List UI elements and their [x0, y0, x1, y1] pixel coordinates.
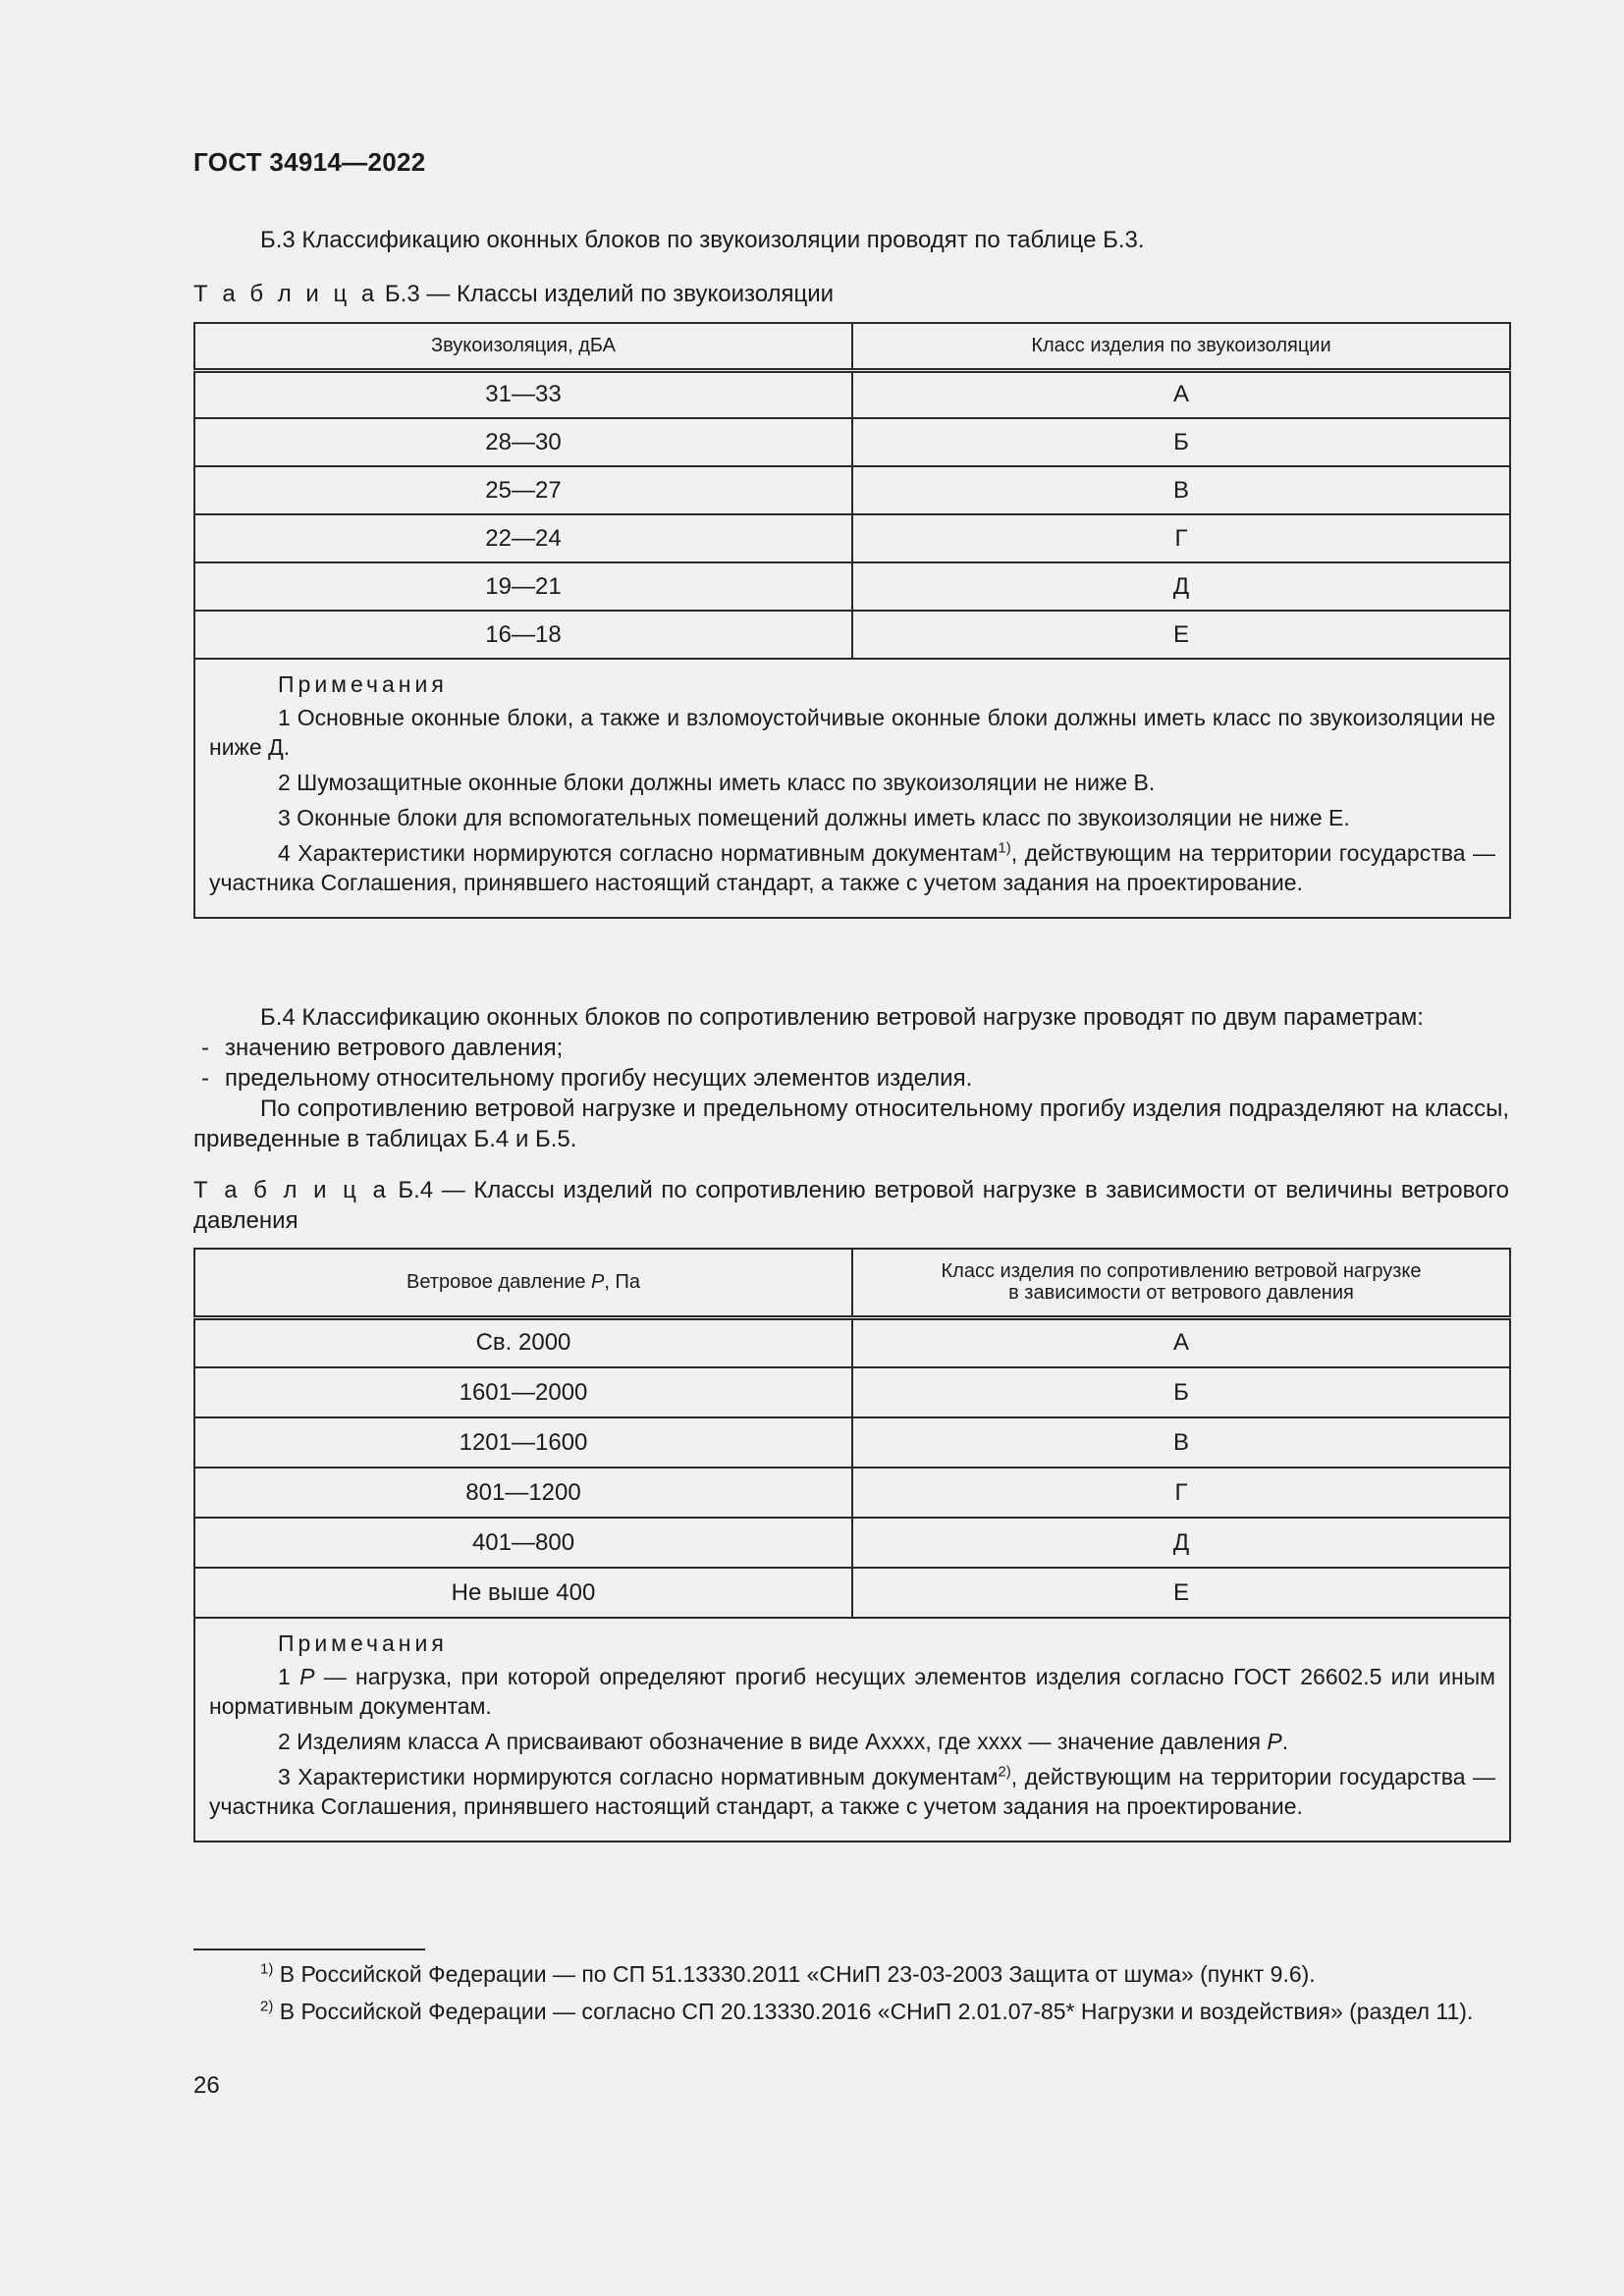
- table-cell: 401—800: [194, 1518, 852, 1568]
- document-id: ГОСТ 34914—2022: [193, 147, 426, 177]
- note-1: 1 P — нагрузка, при которой определяют прогиб несущих элементов изделия согласно ГОСТ 26602.5 или иным нормативным документам.: [209, 1664, 1495, 1719]
- table-cell: А: [852, 370, 1510, 418]
- table-row: [194, 466, 1510, 514]
- table-row: [194, 1568, 1510, 1618]
- note-4: 4 Характеристики нормируются согласно нормативным документам$^{1)}$, действующим на территории государства — участника Соглашения, принявшего настоящий стандарт, а также с учетом задания на проектирование.: [209, 839, 1495, 895]
- table-label: Т а б л и ц а: [193, 1177, 390, 1203]
- table-cell: Св. 2000: [194, 1317, 852, 1367]
- note-1: 1 Основные оконные блоки, а также и взломоустойчивые оконные блоки должны иметь класс по звукоизоляции не ниже Д.: [209, 705, 1495, 760]
- table-notes: [194, 659, 1510, 918]
- table-cell: 801—1200: [194, 1468, 852, 1518]
- list-item: - предельному относительному прогибу несущих элементов изделия.: [193, 1063, 1509, 1094]
- note-3: 3 Характеристики нормируются согласно нормативным документам$^{2)}$, действующим на территории государства — участника Соглашения, принявшего настоящий стандарт, а также с учетом задания на проектирование.: [209, 1763, 1495, 1819]
- table-cell: 19—21: [194, 562, 852, 611]
- b4-block: [193, 1002, 1509, 1154]
- table-cell: А: [852, 1317, 1510, 1367]
- table-title: Б.4 — Классы изделий по сопротивлению ветровой нагрузке в зависимости от величины ветрового давления: [193, 1177, 1509, 1234]
- table-cell: 25—27: [194, 466, 852, 514]
- table-cell: 31—33: [194, 370, 852, 418]
- table-row: [194, 370, 1510, 418]
- table-notes: [194, 1618, 1510, 1842]
- column-header: Ветровое давление P, Па: [194, 1249, 852, 1317]
- table-cell: Не выше 400: [194, 1568, 852, 1618]
- table-cell: Д: [852, 562, 1510, 611]
- table-cell: 1201—1600: [194, 1417, 852, 1468]
- footnote-1: $^{1)}$ В Российской Федерации — по СП 51.13330.2011 «СНиП 23-03-2003 Защита от шума» (пункт 9.6).: [260, 1960, 1316, 1987]
- table-row: [194, 611, 1510, 659]
- footnote-ref-1: 1): [998, 839, 1011, 857]
- table-b4-caption: [193, 1175, 1509, 1236]
- table-title: Б.3 — Классы изделий по звукоизоляции: [378, 281, 835, 307]
- table-b3-caption: [193, 279, 1509, 309]
- table-row: [194, 1317, 1510, 1367]
- b3-intro: Б.3 Классификацию оконных блоков по звукоизоляции проводят по таблице Б.3.: [260, 227, 1145, 253]
- table-row: [194, 418, 1510, 466]
- notes-title: Примечания: [278, 1630, 448, 1656]
- b4-paragraph: По сопротивлению ветровой нагрузке и предельному относительному прогибу изделия подразделяют на классы, приведенные в таблицах Б.4 и Б.5.: [193, 1095, 1509, 1152]
- table-cell: В: [852, 466, 1510, 514]
- table-notes-row: [194, 659, 1510, 918]
- table-cell: 1601—2000: [194, 1367, 852, 1417]
- table-cell: В: [852, 1417, 1510, 1468]
- note-2: 2 Шумозащитные оконные блоки должны иметь класс по звукоизоляции не ниже В.: [278, 770, 1156, 795]
- table-cell: 22—24: [194, 514, 852, 562]
- table-cell: Е: [852, 1568, 1510, 1618]
- column-header: Звукоизоляция, дБА: [194, 323, 852, 370]
- table-row: [194, 1468, 1510, 1518]
- footnote-2: $^{2)}$ В Российской Федерации — согласно СП 20.13330.2016 «СНиП 2.01.07-85* Нагрузки и воздействия» (раздел 11).: [260, 1998, 1474, 2024]
- note-3: 3 Оконные блоки для вспомогательных помещений должны иметь класс по звукоизоляции не ниже Е.: [278, 805, 1350, 830]
- table-cell: 28—30: [194, 418, 852, 466]
- table-b4: [193, 1248, 1511, 1842]
- b4-intro: Б.4 Классификацию оконных блоков по сопротивлению ветровой нагрузке проводят по двум параметрам:: [260, 1004, 1424, 1031]
- column-header: Класс изделия по сопротивлению ветровой нагрузке в зависимости от ветрового давления: [852, 1249, 1510, 1317]
- table-label: Т а б л и ц а: [193, 281, 379, 307]
- table-cell: Г: [852, 514, 1510, 562]
- table-cell: 16—18: [194, 611, 852, 659]
- table-row: [194, 514, 1510, 562]
- column-header: Класс изделия по звукоизоляции: [852, 323, 1510, 370]
- footnote-separator: [193, 1949, 425, 1950]
- footnote-ref-2: 2): [998, 1763, 1011, 1781]
- table-cell: Б: [852, 418, 1510, 466]
- table-cell: Е: [852, 611, 1510, 659]
- table-row: [194, 1367, 1510, 1417]
- table-row: [194, 562, 1510, 611]
- table-b3: [193, 322, 1511, 919]
- notes-title: Примечания: [278, 671, 448, 697]
- table-header-row: [194, 323, 1510, 370]
- table-cell: Г: [852, 1468, 1510, 1518]
- table-cell: Д: [852, 1518, 1510, 1568]
- table-notes-row: [194, 1618, 1510, 1842]
- page-number: 26: [193, 2072, 220, 2099]
- table-row: [194, 1518, 1510, 1568]
- table-row: [194, 1417, 1510, 1468]
- note-2: 2 Изделиям класса А присваивают обозначение в виде Аxxxx, где xxxx — значение давления P.: [278, 1729, 1289, 1754]
- list-item: - значению ветрового давления;: [193, 1033, 1509, 1063]
- table-header-row: [194, 1249, 1510, 1317]
- table-cell: Б: [852, 1367, 1510, 1417]
